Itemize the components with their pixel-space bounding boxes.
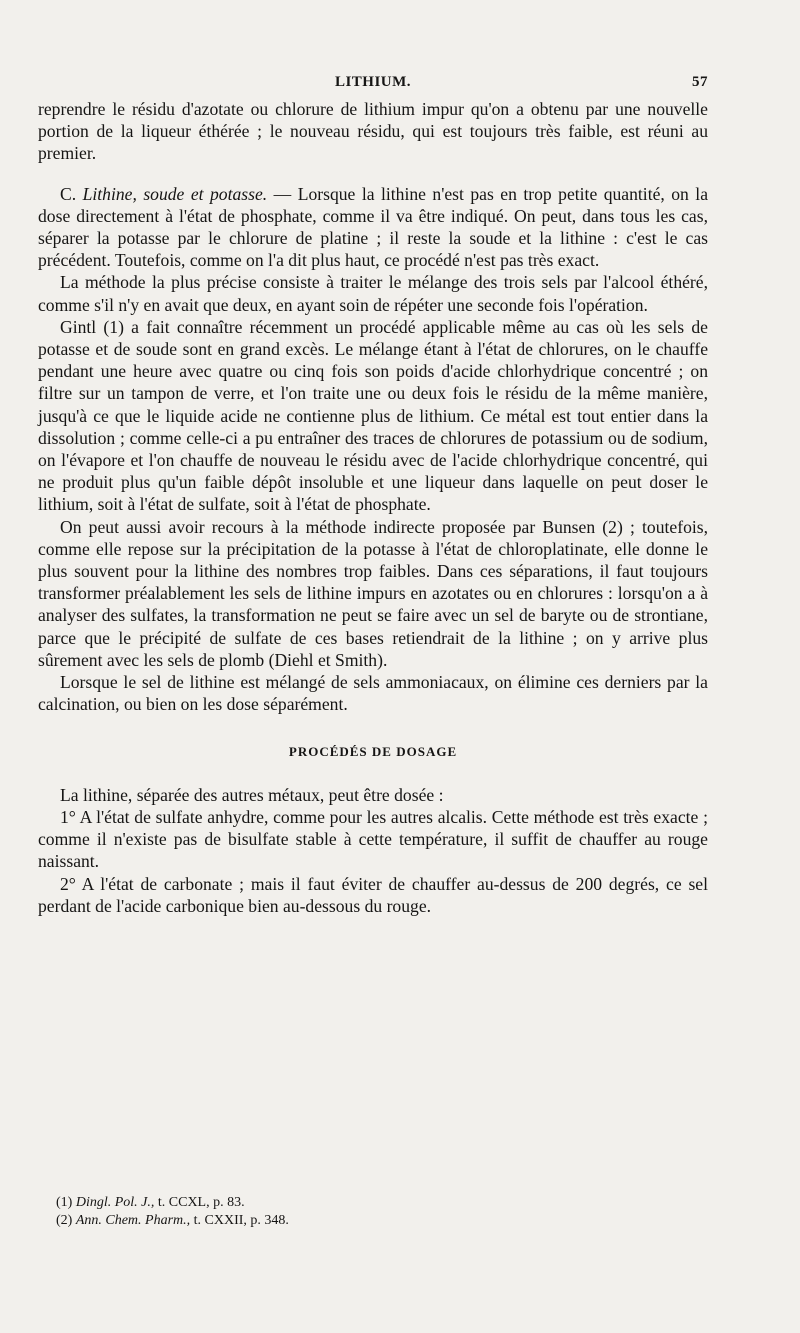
paragraph-continuation: reprendre le résidu d'azotate ou chlorure de lithium impur qu'on a obtenu par une nouvelle portion de la liqueur éthérée ; le nouveau résidu, qui est toujours très faible, est réuni au premier. xyxy=(38,99,708,164)
paragraph-sels-ammoniacaux: Lorsque le sel de lithine est mélangé de sels ammoniacaux, on élimine ces derniers par la calcination, ou bien on les dose séparément. xyxy=(38,672,708,715)
section-label: C. xyxy=(60,183,77,204)
footnote-marker: (2) xyxy=(56,1213,73,1228)
footnote-reference: t. CCXL, p. 83. xyxy=(154,1195,245,1210)
running-title: LITHIUM. xyxy=(334,74,412,90)
paragraph-bunsen: On peut aussi avoir recours à la méthode indirecte proposée par Bunsen (2) ; toutefois, comme elle repose sur la précipitation de la potasse à l'état de chloroplatinate, elle donne le plus souvent pour la lithine des nombres trop faibles. Dans ces séparations, il faut toujours transformer préalablement les sels de lithine impurs en azotates ou en chlorures : lorsqu'on a à analyser des sulfates, la transformation ne peut se faire avec un sel de baryte ou de strontiane, parce que le précipité de sulfate de ces bases retiendrait de la lithine ; on y arrive plus sûrement avec les sels de plomb (Diehl et Smith). xyxy=(38,516,708,670)
paragraph-gintl: Gintl (1) a fait connaître récemment un procédé applicable même au cas où les sels de potasse et de soude sont en grand excès. Le mélange étant à l'état de chlorures, on le chauffe pendant une heure avec quatre ou cinq fois son poids d'acide chlorhydrique concentré ; on filtre sur un tampon de verre, et l'on traite une ou deux fois le résidu de la même manière, jusqu'à ce que le liquide acide ne contienne plus de lithium. Ce métal est tout entier dans la dissolution ; comme celle-ci a pu entraîner des traces de chlorures de potassium ou de sodium, on l'évapore et l'on chauffe de nouveau le résidu avec de l'acide chlorhydrique concentré, qui ne produit plus qu'un faible dépôt insoluble et une liqueur dans laquelle on peut doser le lithium, soit à l'état de sulfate, soit à l'état de phosphate. xyxy=(38,316,708,515)
run-in-heading: Lithine, soude et potasse. xyxy=(82,183,268,204)
body-text xyxy=(38,98,708,917)
section-heading: PROCÉDÉS DE DOSAGE xyxy=(288,744,458,760)
footnote-source: Ann. Chem. Pharm., xyxy=(75,1213,191,1228)
paragraph-methode-precise: La méthode la plus précise consiste à traiter le mélange des trois sels par l'alcool éthéré, comme s'il n'y en avait que deux, en ayant soin de répéter une seconde fois l'opération. xyxy=(38,272,708,315)
footnotes xyxy=(56,1194,708,1230)
list-item-sulfate: 1° A l'état de sulfate anhydre, comme pour les autres alcalis. Cette méthode est très exacte ; comme il n'existe pas de bisulfate stable à cette température, il suffit de chauffer au rouge naissant. xyxy=(38,806,708,872)
section-intro: La lithine, séparée des autres métaux, peut être dosée : xyxy=(60,784,444,805)
footnote-source: Dingl. Pol. J., xyxy=(75,1195,155,1210)
page-number: 57 xyxy=(692,74,708,90)
footnote-marker: (1) xyxy=(56,1195,73,1210)
running-head xyxy=(38,74,708,96)
paragraph-text: — Lorsque la lithine n'est pas en trop petite quantité, on la dose directement à l'état de phosphate, comme il va être indiqué. On peut, dans tous les cas, séparer la potasse par le chlorure de platine ; il reste la soude et la lithine : c'est le cas précédent. Toutefois, comme on l'a dit plus haut, ce procédé n'est pas très exact. xyxy=(38,183,709,271)
footnote xyxy=(56,1212,708,1230)
list-item-carbonate: 2° A l'état de carbonate ; mais il faut éviter de chauffer au-dessus de 200 degrés, ce sel perdant de l'acide carbonique bien au-dessous du rouge. xyxy=(38,873,708,916)
footnote xyxy=(56,1194,708,1212)
footnote-reference: t. CXXII, p. 348. xyxy=(190,1213,289,1228)
paragraph-lithine-soude-potasse xyxy=(38,183,708,272)
